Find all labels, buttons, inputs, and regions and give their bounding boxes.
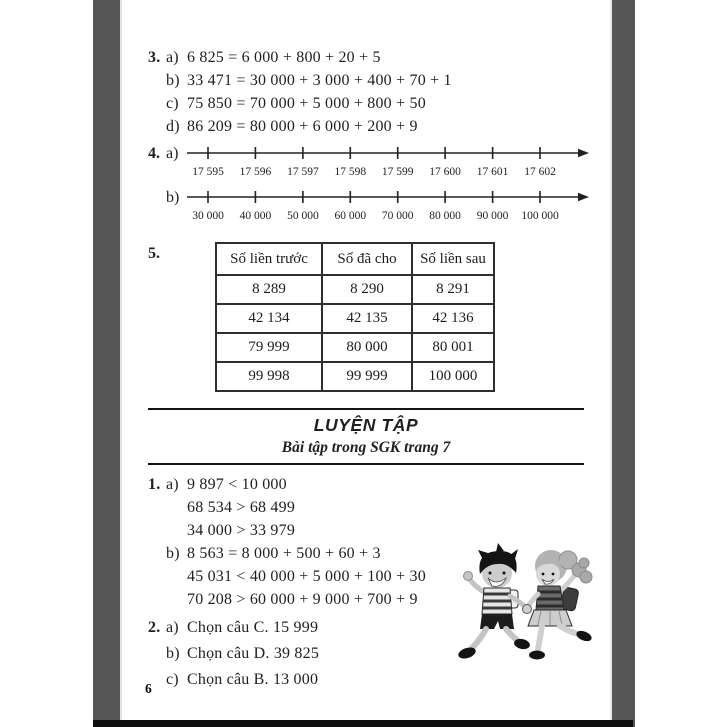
item-letter: a) (166, 619, 179, 636)
section-title: LUYỆN TẬP (313, 415, 419, 435)
table-cell: 8 291 (412, 275, 494, 304)
table-cell: 99 999 (322, 362, 412, 391)
item-letter: b) (166, 72, 180, 89)
table-cell: 99 998 (216, 362, 322, 391)
exercise-5 (148, 242, 610, 392)
table-cell: 80 000 (322, 333, 412, 362)
math-expression: 6 825 = 6 000 + 800 + 20 + 5 (187, 49, 381, 66)
answer-text: Chọn câu C. 15 999 (187, 619, 319, 636)
two-children-walking-icon (438, 536, 606, 674)
horizontal-rule (148, 463, 584, 465)
tick-labels (192, 166, 556, 178)
section-subtitle: Bài tập trong SGK trang 7 (281, 439, 451, 456)
exercise-3-line (148, 46, 610, 69)
item-number: 5. (148, 245, 160, 262)
scan-right-edge-bar (610, 0, 635, 727)
item-number: 4. (148, 145, 160, 162)
item-letter: b) (166, 545, 180, 562)
math-expression: 8 563 = 8 000 + 500 + 60 + 3 (187, 545, 381, 562)
svg-text:17 596: 17 596 (239, 166, 272, 178)
section-heading (148, 408, 584, 465)
math-expression: 68 534 > 68 499 (187, 499, 296, 516)
table-header-cell: Số đã cho (322, 243, 412, 275)
table-cell: 80 001 (412, 333, 494, 362)
table-cell: 42 134 (216, 304, 322, 333)
exercise-3-line (148, 115, 610, 138)
svg-text:30 000: 30 000 (192, 210, 224, 222)
math-expression: 86 209 = 80 000 + 6 000 + 200 + 9 (187, 118, 418, 135)
number-line-axis (187, 186, 589, 224)
exercise-1-line (148, 496, 610, 519)
item-number: 3. (148, 49, 161, 66)
item-number: 2. (148, 619, 161, 636)
item-letter: a) (166, 49, 179, 66)
item-letter: a) (166, 145, 179, 162)
page-number: 6 (145, 681, 152, 696)
table-header-cell: Số liền sau (412, 243, 494, 275)
svg-text:17 598: 17 598 (334, 166, 367, 178)
table-row (216, 275, 494, 304)
exercise-3-line (148, 92, 610, 115)
math-expression: 33 471 = 30 000 + 3 000 + 400 + 70 + 1 (187, 72, 452, 89)
table-cell: 100 000 (412, 362, 494, 391)
svg-text:17 600: 17 600 (429, 166, 461, 178)
math-expression: 70 208 > 60 000 + 9 000 + 700 + 9 (187, 591, 418, 608)
item-letter: b) (166, 189, 180, 206)
table-cell: 8 289 (216, 275, 322, 304)
svg-text:17 599: 17 599 (381, 166, 414, 178)
svg-text:17 601: 17 601 (476, 166, 509, 178)
svg-text:70 000: 70 000 (381, 210, 414, 222)
svg-text:80 000: 80 000 (429, 210, 461, 222)
table-cell: 42 136 (412, 304, 494, 333)
svg-text:50 000: 50 000 (287, 210, 319, 222)
arrow-head-icon (578, 149, 589, 157)
item-letter: a) (166, 476, 179, 493)
table-row (216, 333, 494, 362)
horizontal-rule (148, 408, 584, 410)
exercise-3 (148, 46, 610, 138)
girl-figure (527, 550, 593, 660)
number-line-b (148, 186, 610, 224)
svg-text:90 000: 90 000 (476, 210, 509, 222)
svg-text:17 602: 17 602 (524, 166, 556, 178)
neighbor-numbers-table (215, 242, 495, 392)
answer-text: Chọn câu D. 39 825 (187, 645, 320, 662)
table-cell: 42 135 (322, 304, 412, 333)
number-line-a (148, 142, 610, 180)
table-cell: 8 290 (322, 275, 412, 304)
math-expression: 34 000 > 33 979 (187, 522, 296, 539)
table-row (216, 362, 494, 391)
svg-text:40 000: 40 000 (239, 210, 272, 222)
item-letter: b) (166, 645, 180, 662)
table-header-row (216, 243, 494, 275)
table-cell: 79 999 (216, 333, 322, 362)
math-expression: 45 031 < 40 000 + 5 000 + 100 + 30 (187, 568, 426, 585)
number-line-axis (187, 142, 589, 180)
item-letter: c) (166, 671, 179, 688)
boy-figure (457, 543, 532, 661)
math-expression: 75 850 = 70 000 + 5 000 + 800 + 50 (187, 95, 426, 112)
exercise-3-line (148, 69, 610, 92)
exercise-1-line (148, 473, 610, 496)
arrow-head-icon (578, 193, 589, 201)
scan-left-edge-bar (93, 0, 122, 727)
svg-text:100 000: 100 000 (521, 210, 559, 222)
svg-text:60 000: 60 000 (334, 210, 367, 222)
table-header-cell: Số liền trước (216, 243, 322, 275)
tick-labels (192, 210, 559, 222)
table-row (216, 304, 494, 333)
item-letter: d) (166, 118, 180, 135)
math-expression: 9 897 < 10 000 (187, 476, 287, 493)
item-letter: c) (166, 95, 179, 112)
svg-text:17 597: 17 597 (287, 166, 319, 178)
svg-text:17 595: 17 595 (192, 166, 224, 178)
exercise-4 (148, 142, 610, 224)
item-number: 1. (148, 476, 161, 493)
answer-text: Chọn câu B. 13 000 (187, 671, 319, 688)
